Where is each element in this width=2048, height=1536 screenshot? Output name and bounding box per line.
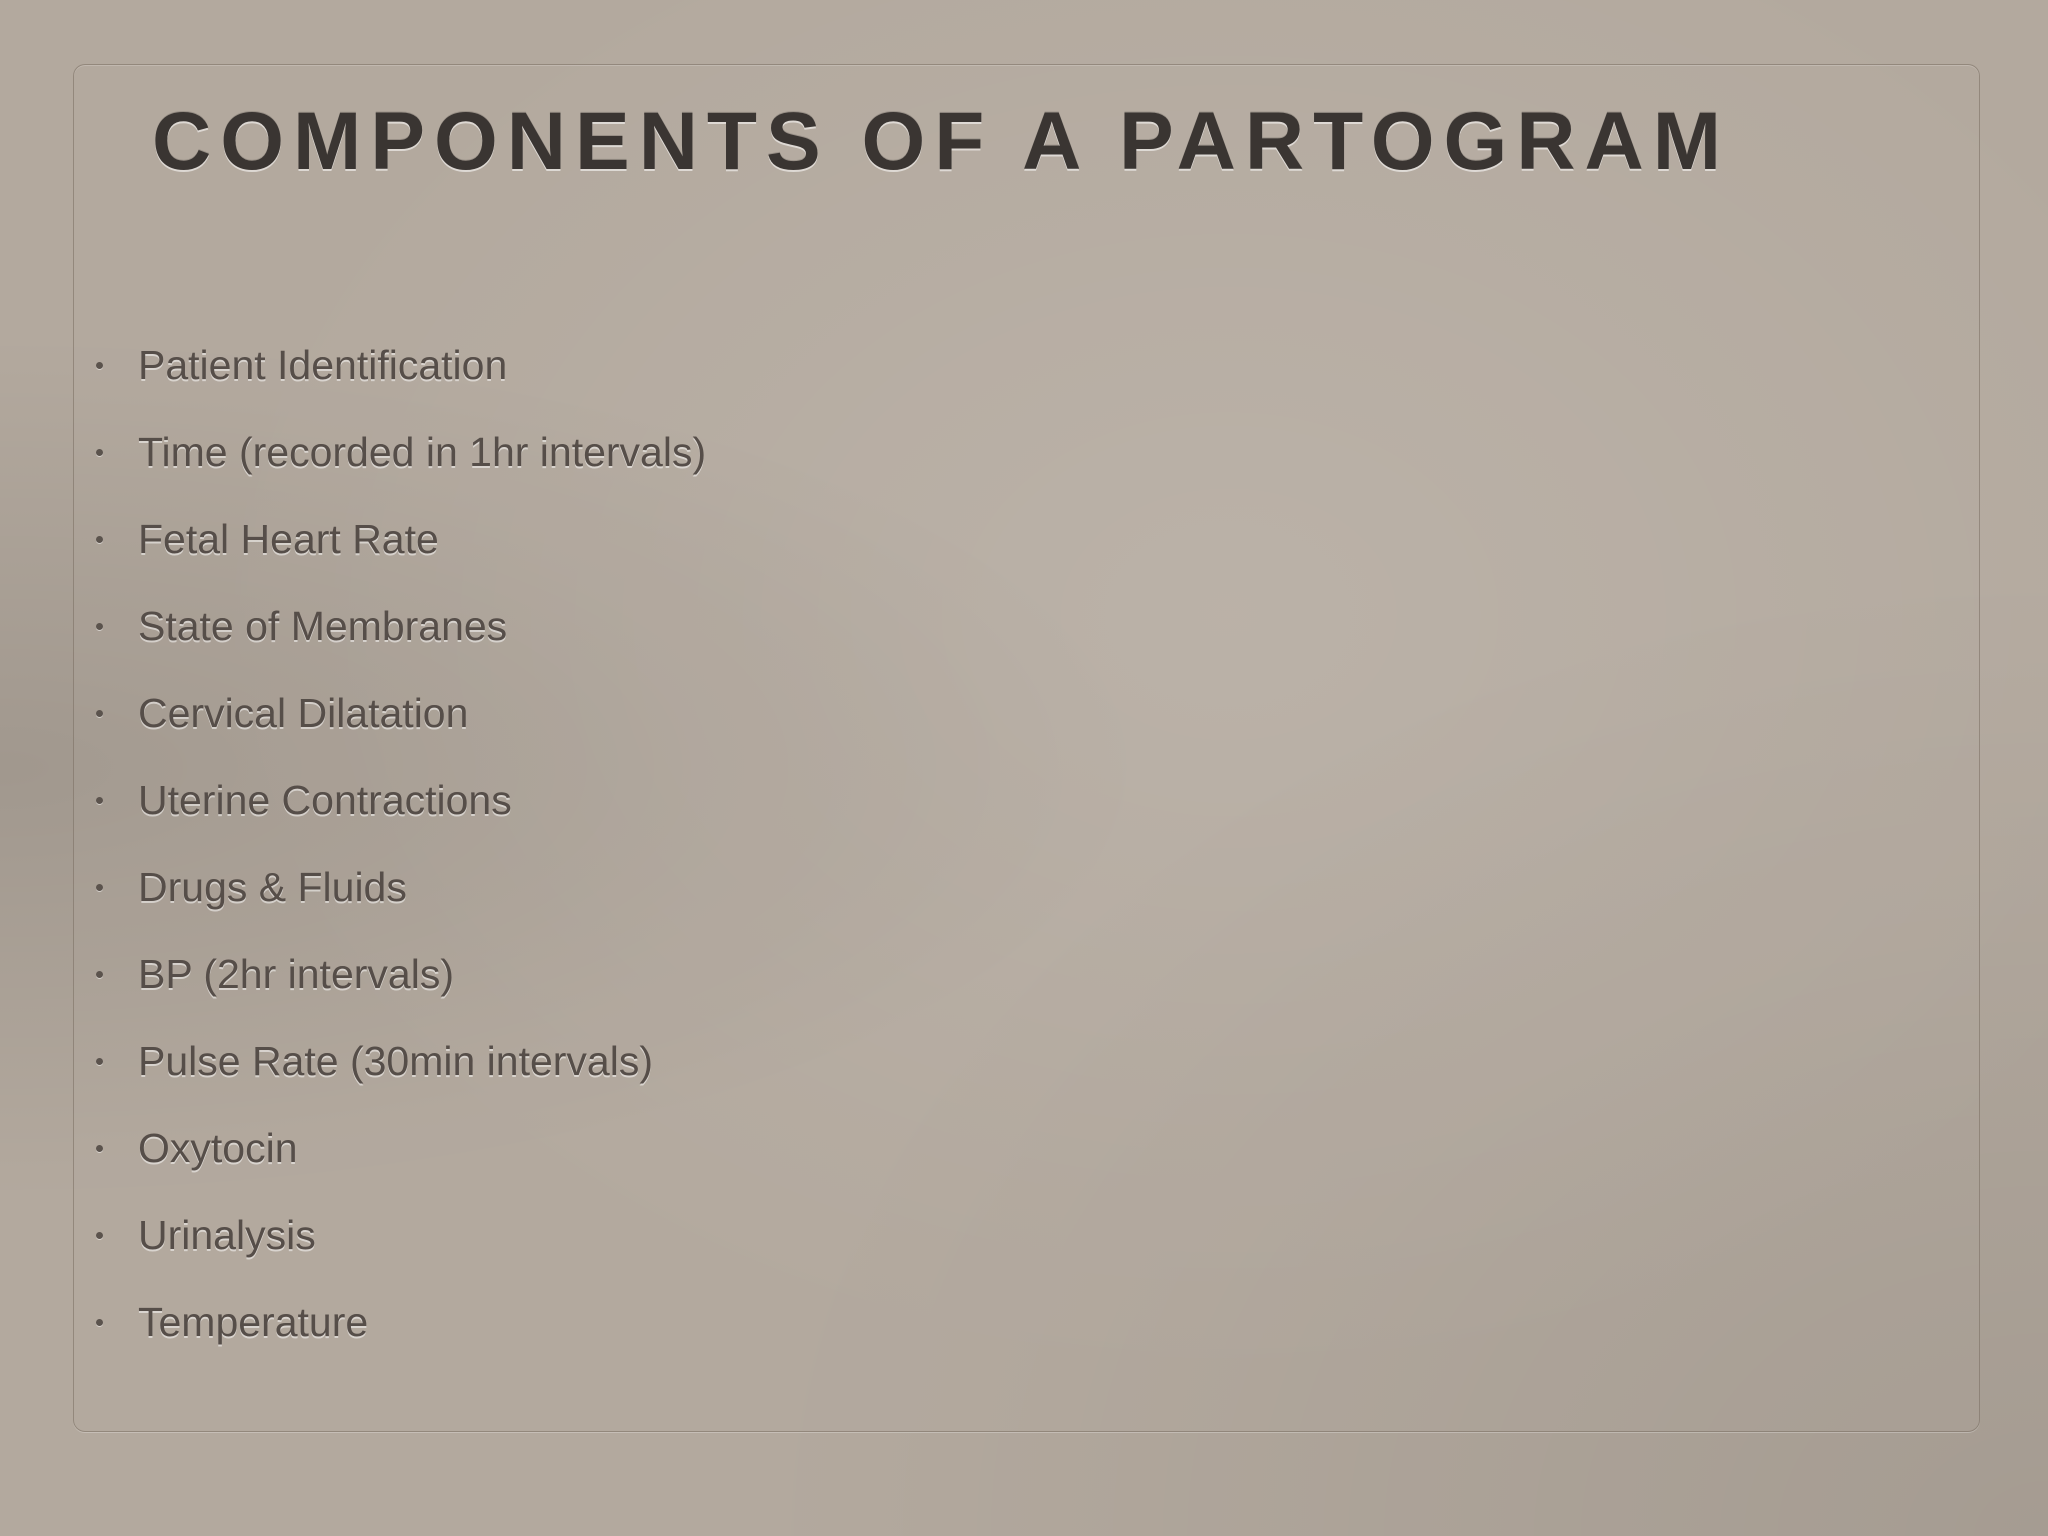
bullet-icon <box>96 797 103 804</box>
bullet-text: Time (recorded in 1hr intervals) <box>138 429 707 475</box>
bullet-icon <box>96 971 103 978</box>
bullet-icon <box>96 1319 103 1326</box>
bullet-text: Pulse Rate (30min intervals) <box>138 1038 653 1084</box>
bullet-item-cervical-dilatation <box>96 670 706 757</box>
bullet-item-urinalysis <box>96 1192 706 1279</box>
bullet-list <box>96 322 706 1366</box>
bullet-icon <box>96 1058 103 1065</box>
bullet-item-fetal-heart-rate <box>96 496 706 583</box>
bullet-item-temperature <box>96 1279 706 1366</box>
bullet-text: Patient Identification <box>138 342 508 388</box>
bullet-text: Fetal Heart Rate <box>138 516 439 562</box>
bullet-item-pulse-rate <box>96 1018 706 1105</box>
bullet-text: Urinalysis <box>138 1212 316 1258</box>
bullet-item-patient-identification <box>96 322 706 409</box>
bullet-item-state-of-membranes <box>96 583 706 670</box>
bullet-text: Cervical Dilatation <box>138 690 469 736</box>
bullet-text: Drugs & Fluids <box>138 864 407 910</box>
bullet-item-oxytocin <box>96 1105 706 1192</box>
bullet-icon <box>96 1232 103 1239</box>
bullet-item-uterine-contractions <box>96 757 706 844</box>
bullet-icon <box>96 362 103 369</box>
bullet-icon <box>96 536 103 543</box>
bullet-icon <box>96 710 103 717</box>
bullet-text: State of Membranes <box>138 603 508 649</box>
bullet-icon <box>96 449 103 456</box>
bullet-item-drugs-fluids <box>96 844 706 931</box>
bullet-text: Oxytocin <box>138 1125 298 1171</box>
bullet-text: Uterine Contractions <box>138 777 512 823</box>
bullet-item-time <box>96 409 706 496</box>
bullet-icon <box>96 623 103 630</box>
bullet-text: Temperature <box>138 1299 369 1345</box>
bullet-text: BP (2hr intervals) <box>138 951 454 997</box>
bullet-item-bp <box>96 931 706 1018</box>
slide-title: COMPONENTS OF A PARTOGRAM <box>152 96 1730 187</box>
bullet-icon <box>96 884 103 891</box>
bullet-icon <box>96 1145 103 1152</box>
